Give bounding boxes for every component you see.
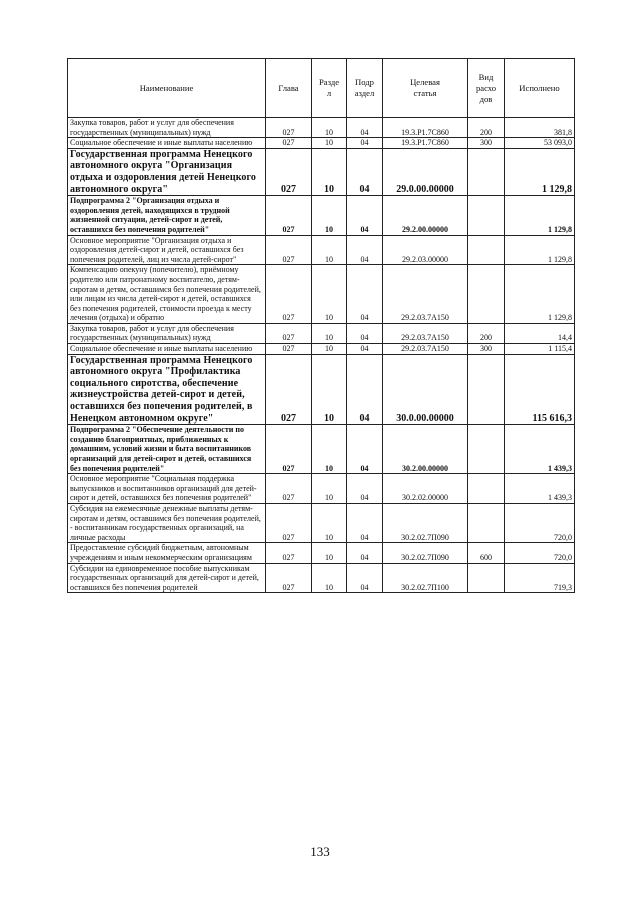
row-razdel: 10 xyxy=(312,563,347,593)
row-podrazdel: 04 xyxy=(347,344,383,355)
row-target: 30.0.00.00000 xyxy=(383,354,468,425)
row-name: Социальное обеспечение и иные выплаты населению xyxy=(68,138,266,149)
row-name: Предоставление субсидий бюджетным, автономным учреждениям и иным некоммерческим организациям xyxy=(68,543,266,563)
row-razdel: 10 xyxy=(312,265,347,324)
row-name: Основное мероприятие "Организация отдыха и оздоровления детей-сирот и детей, оставшихся без попечения родителей, лиц из числа детей-сирот" xyxy=(68,235,266,265)
row-glava: 027 xyxy=(266,118,312,138)
row-glava: 027 xyxy=(266,543,312,563)
row-vid: 200 xyxy=(468,118,505,138)
col-header-podrazdel: Подр аздел xyxy=(347,59,383,118)
row-target: 30.2.02.7П100 xyxy=(383,563,468,593)
row-name: Субсидии на единовременное пособие выпускникам государственных организаций для детей-сирот и детей, оставшихся без попечения родителей xyxy=(68,563,266,593)
row-name: Подпрограмма 2 "Организация отдыха и оздоровления детей, находящихся в трудной жизненной ситуации, детей-сирот и детей, оставшихся без попечения родителей" xyxy=(68,196,266,235)
row-glava: 027 xyxy=(266,503,312,542)
col-header-vid: Вид расхо дов xyxy=(468,59,505,118)
row-podrazdel: 04 xyxy=(347,196,383,235)
col-header-done: Исполнено xyxy=(505,59,575,118)
row-done: 1 129,8 xyxy=(505,196,575,235)
row-target: 30.2.02.00000 xyxy=(383,474,468,504)
row-target: 30.2.02.7П090 xyxy=(383,543,468,563)
row-podrazdel: 04 xyxy=(347,265,383,324)
row-name: Подпрограмма 2 "Обеспечение деятельности по созданию благоприятных, приближенных к домашним, условий жизни и быта воспитанников организаций для детей-сирот и детей, оставшихся без попечения родителей" xyxy=(68,425,266,474)
row-razdel: 10 xyxy=(312,425,347,474)
table-row xyxy=(68,474,575,504)
col-header-razdel: Разде л xyxy=(312,59,347,118)
row-target: 29.2.03.00000 xyxy=(383,235,468,265)
row-vid xyxy=(468,148,505,195)
row-vid xyxy=(468,354,505,425)
col-header-glava: Глава xyxy=(266,59,312,118)
row-done: 720,0 xyxy=(505,543,575,563)
budget-table-sheet xyxy=(67,58,574,593)
row-done: 720,0 xyxy=(505,503,575,542)
row-vid xyxy=(468,196,505,235)
row-name: Закупка товаров, работ и услуг для обеспечения государственных (муниципальных) нужд xyxy=(68,323,266,343)
row-podrazdel: 04 xyxy=(347,235,383,265)
row-glava: 027 xyxy=(266,148,312,195)
row-name: Основное мероприятие "Социальная поддержка выпускников и воспитанников организаций для детей-сирот и детей, оставшихся без попечения родителей" xyxy=(68,474,266,504)
row-name: Закупка товаров, работ и услуг для обеспечения государственных (муниципальных) нужд xyxy=(68,118,266,138)
row-glava: 027 xyxy=(266,323,312,343)
row-glava: 027 xyxy=(266,425,312,474)
row-podrazdel: 04 xyxy=(347,503,383,542)
table-header-row xyxy=(68,59,575,118)
table-row xyxy=(68,563,575,593)
row-glava: 027 xyxy=(266,235,312,265)
row-podrazdel: 04 xyxy=(347,354,383,425)
row-done: 719,3 xyxy=(505,563,575,593)
row-glava: 027 xyxy=(266,354,312,425)
row-target: 29.0.00.00000 xyxy=(383,148,468,195)
row-vid xyxy=(468,425,505,474)
row-glava: 027 xyxy=(266,265,312,324)
row-vid xyxy=(468,563,505,593)
row-vid xyxy=(468,503,505,542)
row-razdel: 10 xyxy=(312,148,347,195)
row-done: 1 439,3 xyxy=(505,425,575,474)
table-row-program xyxy=(68,354,575,425)
row-vid: 600 xyxy=(468,543,505,563)
table-row-program xyxy=(68,148,575,195)
row-razdel: 10 xyxy=(312,354,347,425)
table-row xyxy=(68,138,575,149)
budget-table xyxy=(67,58,575,593)
row-podrazdel: 04 xyxy=(347,563,383,593)
row-razdel: 10 xyxy=(312,118,347,138)
row-podrazdel: 04 xyxy=(347,474,383,504)
row-vid xyxy=(468,474,505,504)
row-vid: 300 xyxy=(468,344,505,355)
table-row xyxy=(68,118,575,138)
row-podrazdel: 04 xyxy=(347,425,383,474)
row-done: 1 129,8 xyxy=(505,235,575,265)
row-target: 29.2.03.7А150 xyxy=(383,265,468,324)
row-razdel: 10 xyxy=(312,323,347,343)
table-row xyxy=(68,323,575,343)
row-vid xyxy=(468,235,505,265)
row-name: Государственная программа Ненецкого автономного округа "Профилактика социального сиротства, обеспечение жизнеустройства детей-сирот и детей, оставшихся без попечения родителей, в Ненецком автономном округе" xyxy=(68,354,266,425)
row-target: 29.2.03.7А150 xyxy=(383,323,468,343)
row-done: 1 129,8 xyxy=(505,148,575,195)
row-vid: 200 xyxy=(468,323,505,343)
row-target: 19.3.Р1.7С860 xyxy=(383,118,468,138)
row-glava: 027 xyxy=(266,474,312,504)
row-done: 381,8 xyxy=(505,118,575,138)
row-target: 19.3.Р1.7С860 xyxy=(383,138,468,149)
table-row xyxy=(68,503,575,542)
table-row-subprogram xyxy=(68,425,575,474)
row-glava: 027 xyxy=(266,196,312,235)
col-header-target: Целевая статья xyxy=(383,59,468,118)
row-razdel: 10 xyxy=(312,503,347,542)
row-name: Социальное обеспечение и иные выплаты населению xyxy=(68,344,266,355)
row-podrazdel: 04 xyxy=(347,543,383,563)
row-podrazdel: 04 xyxy=(347,323,383,343)
row-done: 1 129,8 xyxy=(505,265,575,324)
row-razdel: 10 xyxy=(312,235,347,265)
row-razdel: 10 xyxy=(312,138,347,149)
row-name: Субсидия на ежемесячные денежные выплаты детям-сиротам и детям, оставшимся без попечения родителей, - воспитанникам государственных организаций, на личные расходы xyxy=(68,503,266,542)
col-header-name: Наименование xyxy=(68,59,266,118)
row-razdel: 10 xyxy=(312,474,347,504)
row-glava: 027 xyxy=(266,138,312,149)
row-done: 14,4 xyxy=(505,323,575,343)
row-razdel: 10 xyxy=(312,344,347,355)
row-target: 29.2.00.00000 xyxy=(383,196,468,235)
table-row xyxy=(68,344,575,355)
table-row xyxy=(68,235,575,265)
row-vid: 300 xyxy=(468,138,505,149)
row-target: 30.2.02.7П090 xyxy=(383,503,468,542)
table-row xyxy=(68,543,575,563)
row-podrazdel: 04 xyxy=(347,118,383,138)
row-name: Компенсацию опекуну (попечителю), приёмному родителю или патронатному воспитателю, детям-сиротам и детям, оставшимся без попечения родителей, или лицам из числа детей-сирот и детей, оставшихся без попечения родителей, стоимости проезда к месту лечения (отдыха) и обратно xyxy=(68,265,266,324)
row-target: 29.2.03.7А150 xyxy=(383,344,468,355)
row-podrazdel: 04 xyxy=(347,148,383,195)
row-glava: 027 xyxy=(266,563,312,593)
row-done: 1 115,4 xyxy=(505,344,575,355)
page-number: 133 xyxy=(310,844,330,859)
table-row-subprogram xyxy=(68,196,575,235)
row-name: Государственная программа Ненецкого автономного округа "Организация отдыха и оздоровления детей Ненецкого автономного округа" xyxy=(68,148,266,195)
row-done: 1 439,3 xyxy=(505,474,575,504)
table-row xyxy=(68,265,575,324)
row-glava: 027 xyxy=(266,344,312,355)
row-razdel: 10 xyxy=(312,196,347,235)
row-razdel: 10 xyxy=(312,543,347,563)
row-done: 115 616,3 xyxy=(505,354,575,425)
row-podrazdel: 04 xyxy=(347,138,383,149)
row-vid xyxy=(468,265,505,324)
row-target: 30.2.00.00000 xyxy=(383,425,468,474)
row-done: 53 093,0 xyxy=(505,138,575,149)
